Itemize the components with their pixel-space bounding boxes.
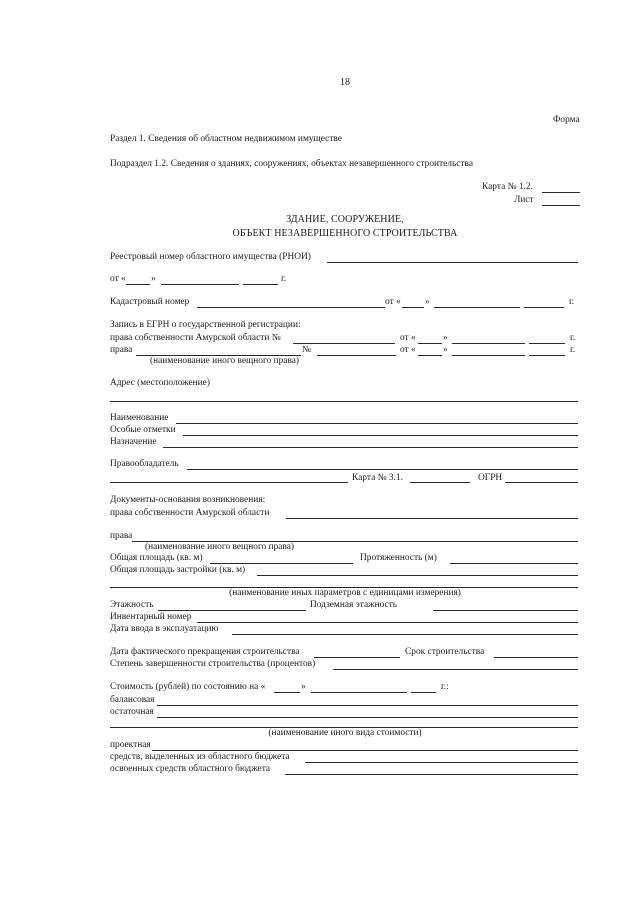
value-date-close: »: [301, 682, 306, 692]
book-value-field[interactable]: [157, 705, 578, 706]
registry-year-field[interactable]: [243, 284, 278, 285]
document-title-line1: ЗДАНИЕ, СООРУЖЕНИЕ,: [286, 214, 404, 225]
sheet-number-field[interactable]: [542, 205, 580, 206]
construction-term-field[interactable]: [494, 657, 578, 658]
residual-value-field[interactable]: [157, 717, 578, 718]
ownership-right-amur-label: права собственности Амурской области: [110, 508, 270, 518]
budget-funds-field[interactable]: [305, 762, 578, 763]
total-area-field[interactable]: [210, 563, 353, 564]
ownership-right-label: права собственности Амурской области №: [110, 333, 281, 343]
commissioning-date-field[interactable]: [232, 634, 578, 635]
inventory-number-label: Инвентарный номер: [110, 612, 192, 622]
registry-number-label: Реестровый номер областного имущества (РНОИ): [110, 252, 311, 262]
construction-stop-date-label: Дата фактического прекращения строительства: [110, 647, 300, 657]
registry-date-prefix: от «: [110, 274, 126, 284]
value-year-suffix: г.:: [441, 682, 449, 692]
ownership-right-number-field[interactable]: [293, 343, 395, 344]
other-right-year-suffix: г.: [570, 345, 576, 355]
ownership-date-close: »: [443, 333, 448, 343]
other-right-day-field[interactable]: [418, 355, 442, 356]
underground-floors-label: Подземная этажность: [310, 600, 398, 610]
value-year-field[interactable]: [411, 692, 436, 693]
cadastral-date-prefix: от «: [385, 297, 401, 307]
commissioning-date-label: Дата ввода в эксплуатацию: [110, 624, 219, 634]
address-label: Адрес (местоположение): [110, 378, 210, 388]
value-as-of-label: Стоимость (рублей) по состоянию на «: [110, 682, 266, 692]
address-field[interactable]: [110, 401, 578, 402]
book-value-label: балансовая: [110, 695, 155, 705]
other-right-month-field[interactable]: [452, 355, 525, 356]
floors-field[interactable]: [158, 610, 306, 611]
other-right-number-sign: №: [302, 345, 311, 355]
registry-year-suffix: г.: [281, 274, 287, 284]
purpose-label: Назначение: [110, 437, 157, 447]
egrn-record-label: Запись в ЕГРН о государственной регистрации:: [110, 320, 301, 330]
ownership-documents-field[interactable]: [286, 518, 578, 519]
name-field[interactable]: [176, 423, 578, 424]
right-label-2: права: [110, 531, 133, 541]
inventory-number-field[interactable]: [197, 622, 578, 623]
registry-date-close: »: [151, 274, 156, 284]
other-value-hint: (наименование иного вида стоимости): [268, 728, 422, 738]
name-label: Наименование: [110, 413, 169, 423]
right-holder-label: Правообладатель: [110, 459, 179, 469]
origin-documents-label: Документы-основания возникновения:: [110, 495, 266, 505]
budget-funds-used-field[interactable]: [285, 774, 578, 775]
other-right-date-prefix: от «: [400, 345, 416, 355]
document-title-line2: ОБЪЕКТ НЕЗАВЕРШЕННОГО СТРОИТЕЛЬСТВА: [232, 228, 458, 239]
completion-degree-field[interactable]: [333, 669, 578, 670]
registry-month-field[interactable]: [161, 284, 239, 285]
card-31-label: Карта № 3.1.: [352, 473, 403, 483]
budget-funds-used-label: освоенных средств областного бюджета: [110, 764, 271, 774]
ownership-year-suffix: г.: [570, 333, 576, 343]
special-notes-label: Особые отметки: [110, 425, 176, 435]
design-value-field[interactable]: [152, 750, 578, 751]
ownership-day-field[interactable]: [418, 343, 442, 344]
design-value-label: проектная: [110, 740, 151, 750]
cadastral-number-label: Кадастровый номер: [110, 297, 190, 307]
page-number: 18: [340, 77, 350, 88]
built-area-field[interactable]: [257, 575, 578, 576]
section-title: Раздел 1. Сведения об областном недвижимом имуществе: [110, 134, 342, 144]
cadastral-month-field[interactable]: [434, 307, 520, 308]
floors-label: Этажность: [110, 600, 154, 610]
other-right-name-hint-2: (наименование иного вещного права): [145, 542, 295, 552]
ogrn-label: ОГРН: [478, 473, 503, 483]
budget-funds-label: средств, выделенных из областного бюджета: [110, 752, 290, 762]
completion-degree-label: Степень завершенности строительства (процентов): [110, 659, 316, 669]
other-right-date-close: »: [443, 345, 448, 355]
card-number-label: Карта № 1.2.: [482, 182, 533, 192]
length-field[interactable]: [450, 563, 578, 564]
other-right-year-field[interactable]: [529, 355, 565, 356]
other-params-hint: (наименование иных параметров с единицами измерения): [229, 588, 461, 598]
card-number-field[interactable]: [542, 192, 580, 193]
sheet-label: Лист: [514, 195, 534, 205]
construction-term-label: Срок строительства: [405, 647, 485, 657]
built-area-label: Общая площадь застройки (кв. м): [110, 565, 246, 575]
underground-floors-field[interactable]: [433, 610, 578, 611]
ogrn-field[interactable]: [505, 482, 578, 483]
registry-number-field[interactable]: [327, 262, 578, 263]
cadastral-date-close: »: [425, 297, 430, 307]
other-right-number-field[interactable]: [317, 355, 396, 356]
card-31-field[interactable]: [410, 482, 470, 483]
value-month-field[interactable]: [311, 692, 407, 693]
form-label: Форма: [553, 115, 580, 125]
right-holder-field-2[interactable]: [110, 482, 348, 483]
special-notes-field[interactable]: [183, 435, 578, 436]
ownership-year-field[interactable]: [529, 343, 565, 344]
purpose-field[interactable]: [163, 447, 578, 448]
length-label: Протяженность (м): [360, 553, 437, 563]
total-area-label: Общая площадь (кв. м): [110, 553, 203, 563]
ownership-month-field[interactable]: [452, 343, 525, 344]
right-label: права: [110, 345, 133, 355]
right-holder-field[interactable]: [187, 469, 578, 470]
construction-stop-date-field[interactable]: [314, 657, 400, 658]
cadastral-year-suffix: г.: [569, 297, 575, 307]
residual-value-label: остаточная: [110, 707, 154, 717]
cadastral-day-field[interactable]: [402, 307, 424, 308]
cadastral-year-field[interactable]: [524, 307, 564, 308]
other-right-name-hint: (наименование иного вещного права): [150, 356, 300, 366]
value-day-field[interactable]: [274, 692, 300, 693]
registry-day-field[interactable]: [126, 284, 150, 285]
subsection-title: Подраздел 1.2. Сведения о зданиях, сооружениях, объектах незавершенного строительства: [110, 159, 473, 169]
cadastral-number-field[interactable]: [197, 307, 385, 308]
ownership-date-prefix: от «: [400, 333, 416, 343]
